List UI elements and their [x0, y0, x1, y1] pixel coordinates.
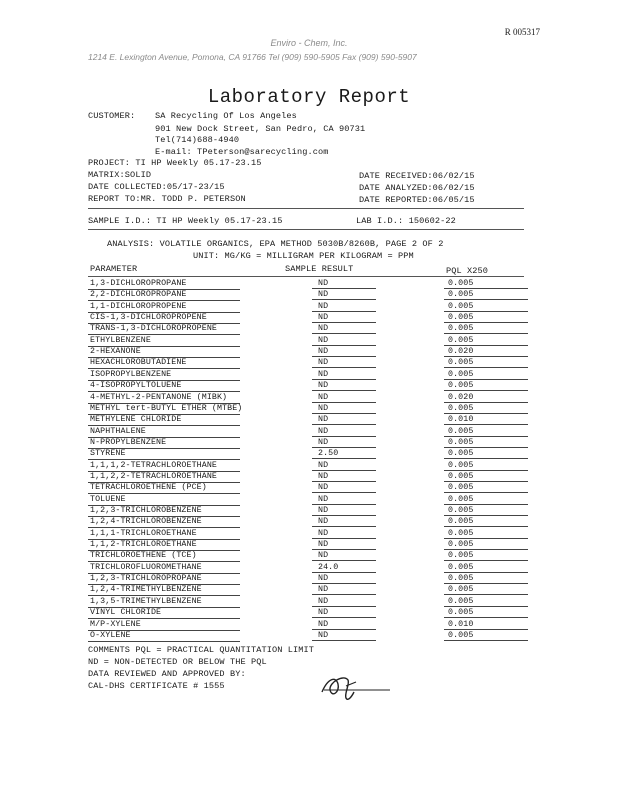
parameter-name: O-XYLENE: [90, 630, 131, 640]
table-row: [88, 393, 524, 404]
pql-value: 0.005: [444, 608, 528, 618]
parameter-name: 2,2-DICHLOROPROPANE: [90, 290, 187, 300]
pql-value: 0.005: [444, 404, 528, 414]
parameter-name: METHYLENE CHLORIDE: [90, 415, 182, 425]
parameter-name: 2-HEXANONE: [90, 347, 141, 357]
pql-value: 0.005: [444, 336, 528, 346]
parameter-name: 4-ISOPROPYLTOLUENE: [90, 381, 182, 391]
sample-result: ND: [312, 483, 376, 493]
pql-value: 0.005: [444, 313, 528, 323]
pql-value: 0.005: [444, 483, 528, 493]
sample-result: ND: [312, 574, 376, 584]
sample-result: ND: [312, 438, 376, 448]
table-row: [88, 529, 524, 540]
sample-result: ND: [312, 472, 376, 482]
parameter-name: ETHYLBENZENE: [90, 335, 151, 345]
table-row: [88, 506, 524, 517]
table-row: [88, 415, 524, 426]
pql-value: 0.005: [444, 631, 528, 641]
sample-result: ND: [312, 631, 376, 641]
sample-result: ND: [312, 540, 376, 550]
parameter-name: 1,1-DICHLOROPROPENE: [90, 301, 187, 311]
report-to: REPORT TO:MR. TODD P. PETERSON: [88, 194, 246, 204]
parameter-name: 4-METHYL-2-PENTANONE (MIBK): [90, 392, 228, 402]
pql-value: 0.005: [444, 540, 528, 550]
table-row: [88, 551, 524, 562]
sample-result: ND: [312, 427, 376, 437]
sample-result: ND: [312, 302, 376, 312]
lab-name: Enviro - Chem, Inc.: [270, 38, 348, 48]
pql-value: 0.010: [444, 620, 528, 630]
pql-value: 0.005: [444, 279, 528, 289]
report-title: Laboratory Report: [207, 86, 411, 108]
table-row: [88, 517, 524, 528]
table-row: [88, 608, 524, 619]
parameter-name: 1,2,3-TRICHLOROBENZENE: [90, 506, 202, 515]
parameter-name: ISOPROPYLBENZENE: [90, 369, 172, 379]
sample-result: ND: [312, 313, 376, 323]
table-row: [88, 472, 524, 483]
unit-line: UNIT: MG/KG = MILLIGRAM PER KILOGRAM = PPM: [193, 251, 414, 261]
customer-street: 901 New Dock Street, San Pedro, CA 90731: [155, 124, 366, 134]
date-reported: DATE REPORTED:06/05/15: [359, 195, 475, 205]
parameter-name: 1,3-DICHLOROPROPANE: [90, 279, 187, 288]
sample-result: ND: [312, 370, 376, 380]
pql-value: 0.005: [444, 472, 528, 482]
date-received: DATE RECEIVED:06/02/15: [359, 171, 475, 181]
sample-result: 24.0: [312, 563, 376, 573]
signature: [316, 668, 396, 713]
lab-id: LAB I.D.: 150602-22: [356, 216, 456, 226]
pql-value: 0.005: [444, 574, 528, 584]
table-row: [88, 427, 524, 438]
table-row: [88, 461, 524, 472]
pql-value: 0.020: [444, 347, 528, 357]
pql-value: 0.005: [444, 551, 528, 561]
row-underline: [88, 641, 240, 642]
sample-result: ND: [312, 415, 376, 425]
sample-result: ND: [312, 597, 376, 607]
lab-address: 1214 E. Lexington Avenue, Pomona, CA 91766 Tel (909) 590-5905 Fax (909) 590-5907: [88, 52, 417, 62]
parameter-name: TRANS-1,3-DICHLOROPROPENE: [90, 324, 217, 334]
parameter-name: TRICHLOROETHENE (TCE): [90, 551, 197, 561]
sample-result: ND: [312, 290, 376, 300]
table-row: [88, 404, 524, 415]
sample-result: ND: [312, 495, 376, 505]
sample-result: ND: [312, 517, 376, 527]
sample-result: ND: [312, 551, 376, 561]
parameter-name: M/P-XYLENE: [90, 619, 141, 629]
table-row: [88, 358, 524, 369]
parameter-name: NAPHTHALENE: [90, 426, 146, 436]
analysis-line: ANALYSIS: VOLATILE ORGANICS, EPA METHOD 5030B/8260B, PAGE 2 OF 2: [107, 239, 444, 249]
project: PROJECT: TI HP Weekly 05.17-23.15: [88, 158, 262, 168]
sample-result: ND: [312, 404, 376, 414]
pql-value: 0.005: [444, 324, 528, 334]
pql-value: 0.005: [444, 290, 528, 300]
parameter-name: VINYL CHLORIDE: [90, 608, 162, 618]
parameter-name: 1,1,1-TRICHLOROETHANE: [90, 528, 197, 538]
sample-result: ND: [312, 358, 376, 368]
sample-result: ND: [312, 324, 376, 334]
customer-name: SA Recycling Of Los Angeles: [155, 111, 297, 121]
pql-value: 0.005: [444, 370, 528, 380]
pql-value: 0.005: [444, 529, 528, 539]
column-header-result: SAMPLE RESULT: [285, 264, 354, 274]
customer-label: CUSTOMER:: [88, 111, 136, 121]
parameter-name: METHYL tert-BUTYL ETHER (MTBE): [90, 403, 243, 413]
table-row: [88, 483, 524, 494]
sample-result: ND: [312, 381, 376, 391]
table-row: [88, 597, 524, 608]
parameter-name: N-PROPYLBENZENE: [90, 437, 167, 447]
customer-tel: Tel(714)688-4940: [155, 135, 240, 145]
parameter-name: 1,2,4-TRIMETHYLBENZENE: [90, 585, 202, 595]
parameter-name: TRICHLOROFLUOROMETHANE: [90, 562, 202, 572]
sample-result: ND: [312, 279, 376, 289]
table-row: [88, 370, 524, 381]
divider: [88, 229, 524, 230]
pql-value: 0.005: [444, 495, 528, 505]
table-row: [88, 313, 524, 324]
pql-value: 0.005: [444, 381, 528, 391]
table-row: [88, 279, 524, 290]
pql-value: 0.005: [444, 585, 528, 595]
approved-line: DATA REVIEWED AND APPROVED BY:: [88, 669, 246, 679]
column-header-pql: PQL X250: [446, 266, 489, 276]
sample-result: ND: [312, 529, 376, 539]
divider: [88, 208, 524, 209]
sample-result: ND: [312, 506, 376, 516]
sample-id: SAMPLE I.D.: TI HP Weekly 05.17-23.15: [88, 216, 283, 226]
sample-result: ND: [312, 620, 376, 630]
pql-value: 0.005: [444, 358, 528, 368]
sample-result: ND: [312, 608, 376, 618]
pql-value: 0.005: [444, 563, 528, 573]
nd-definition: ND = NON-DETECTED OR BELOW THE PQL: [88, 657, 267, 667]
parameter-name: 1,2,4-TRICHLOROBENZENE: [90, 517, 202, 527]
document-number: R 005317: [504, 27, 540, 37]
date-analyzed: DATE ANALYZED:06/02/15: [359, 183, 475, 193]
pql-value: 0.005: [444, 506, 528, 516]
table-row: [88, 290, 524, 301]
date-collected: DATE COLLECTED:05/17-23/15: [88, 182, 225, 192]
sample-result: 2.50: [312, 449, 376, 459]
certificate-line: CAL-DHS CERTIFICATE # 1555: [88, 681, 225, 691]
pql-value: 0.005: [444, 302, 528, 312]
pql-value: 0.005: [444, 449, 528, 459]
pql-value: 0.005: [444, 427, 528, 437]
parameter-name: HEXACHLOROBUTADIENE: [90, 358, 187, 368]
pql-value: 0.005: [444, 438, 528, 448]
parameter-name: TETRACHLOROETHENE (PCE): [90, 483, 207, 493]
parameter-name: CIS-1,3-DICHLOROPROPENE: [90, 313, 207, 323]
matrix: MATRIX:SOLID: [88, 170, 152, 180]
parameter-name: 1,1,2,2-TETRACHLOROETHANE: [90, 471, 217, 481]
sample-result: ND: [312, 347, 376, 357]
table-row: [88, 495, 524, 506]
sample-result: ND: [312, 336, 376, 346]
parameter-name: 1,2,3-TRICHLOROPROPANE: [90, 574, 202, 584]
pql-value: 0.005: [444, 597, 528, 607]
comments-line: COMMENTS PQL = PRACTICAL QUANTITATION LIMIT: [88, 645, 315, 655]
table-row: [88, 347, 524, 358]
table-row: [88, 324, 524, 335]
table-row: [88, 620, 524, 631]
pql-value: 0.020: [444, 393, 528, 403]
table-row: [88, 574, 524, 585]
table-row: [88, 631, 524, 642]
parameter-name: TOLUENE: [90, 494, 126, 504]
sample-result: ND: [312, 393, 376, 403]
table-row: [88, 336, 524, 347]
table-row: [88, 563, 524, 574]
parameter-name: 1,1,1,2-TETRACHLOROETHANE: [90, 460, 217, 470]
sample-result: ND: [312, 461, 376, 471]
pql-value: 0.010: [444, 415, 528, 425]
sample-result: ND: [312, 585, 376, 595]
table-row: [88, 438, 524, 449]
parameter-name: 1,1,2-TRICHLOROETHANE: [90, 540, 197, 550]
divider: [88, 276, 524, 277]
parameter-name: 1,3,5-TRIMETHYLBENZENE: [90, 596, 202, 606]
pql-value: 0.005: [444, 517, 528, 527]
customer-email: E-mail: TPeterson@sarecycling.com: [155, 147, 329, 157]
table-row: [88, 449, 524, 460]
column-header-parameter: PARAMETER: [90, 264, 138, 274]
parameter-name: STYRENE: [90, 449, 126, 459]
table-row: [88, 302, 524, 313]
pql-value: 0.005: [444, 461, 528, 471]
table-row: [88, 585, 524, 596]
table-row: [88, 381, 524, 392]
table-row: [88, 540, 524, 551]
